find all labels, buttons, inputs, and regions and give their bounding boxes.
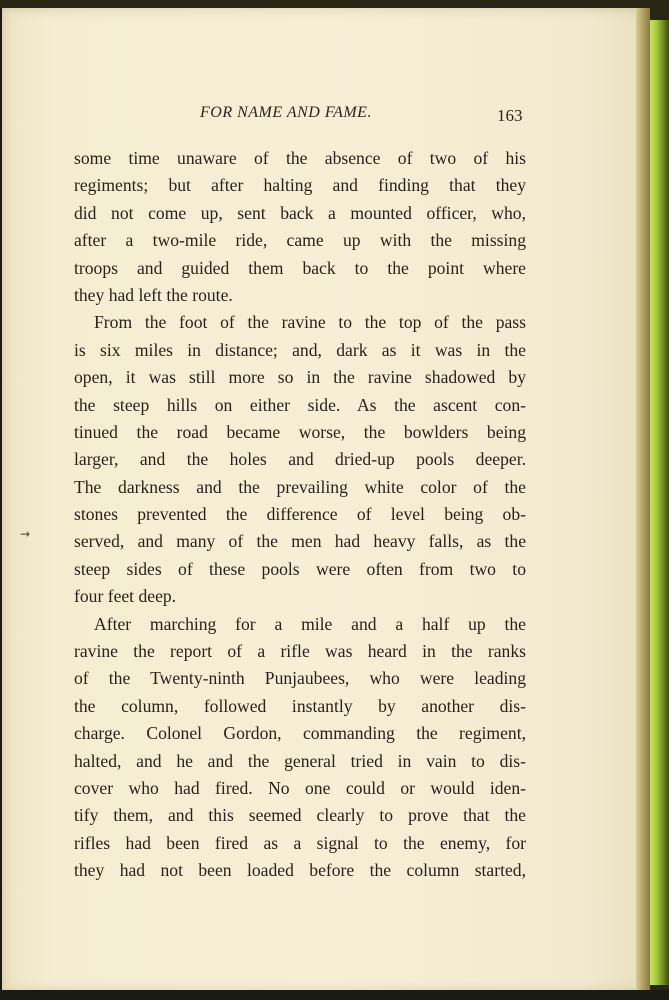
book-binding bbox=[650, 20, 669, 985]
text-line: is six miles in distance; and, dark as it was in the bbox=[74, 339, 526, 360]
page-number: 163 bbox=[497, 106, 523, 125]
binding-top bbox=[650, 0, 669, 20]
text-line: served, and many of the men had heavy falls, as the bbox=[74, 531, 526, 552]
text-line: stones prevented the difference of level being ob- bbox=[74, 504, 526, 525]
text-line: charge. Colonel Gordon, commanding the regiment, bbox=[74, 723, 526, 744]
scan-bottom-edge bbox=[0, 990, 669, 1000]
text-line: they had left the route. bbox=[74, 284, 233, 305]
text-line: did not come up, sent back a mounted officer, who, bbox=[74, 202, 526, 223]
text-line: steep sides of these pools were often from two to bbox=[74, 558, 526, 579]
text-line: After marching for a mile and a half up the bbox=[94, 613, 526, 634]
text-line: larger, and the holes and dried-up pools deeper. bbox=[74, 449, 526, 470]
text-line: cover who had fired. No one could or would iden- bbox=[74, 777, 526, 798]
text-line: the steep hills on either side. As the ascent con- bbox=[74, 394, 526, 415]
text-line: tify them, and this seemed clearly to prove that the bbox=[74, 805, 526, 826]
text-line: open, it was still more so in the ravine shadowed by bbox=[74, 367, 526, 388]
text-line: some time unaware of the absence of two of his bbox=[74, 148, 526, 168]
body-text bbox=[74, 145, 526, 885]
page-gutter-edge bbox=[636, 8, 650, 992]
text-line: four feet deep. bbox=[74, 586, 177, 607]
text-line: regiments; but after halting and finding that they bbox=[74, 175, 526, 196]
text-line: The darkness and the prevailing white color of the bbox=[74, 476, 526, 497]
text-line: they had not been loaded before the column started, bbox=[74, 860, 526, 881]
text-line: troops and guided them back to the point where bbox=[74, 257, 526, 278]
text-line: the column, followed instantly by another dis- bbox=[74, 695, 526, 716]
margin-arrow-mark: → bbox=[20, 527, 31, 541]
text-line: From the foot of the ravine to the top of the pass bbox=[94, 312, 526, 333]
text-line: after a two-mile ride, came up with the missing bbox=[74, 230, 526, 251]
scan-top-edge bbox=[0, 0, 669, 8]
text-line: halted, and he and the general tried in vain to dis- bbox=[74, 750, 526, 771]
text-line: rifles had been fired as a signal to the enemy, for bbox=[74, 832, 526, 853]
text-line: of the Twenty-ninth Punjaubees, who were leading bbox=[74, 668, 526, 689]
text-line: ravine the report of a rifle was heard in the ranks bbox=[74, 641, 526, 662]
text-line: tinued the road became worse, the bowlders being bbox=[74, 421, 526, 442]
running-title: FOR NAME AND FAME. bbox=[200, 104, 372, 121]
